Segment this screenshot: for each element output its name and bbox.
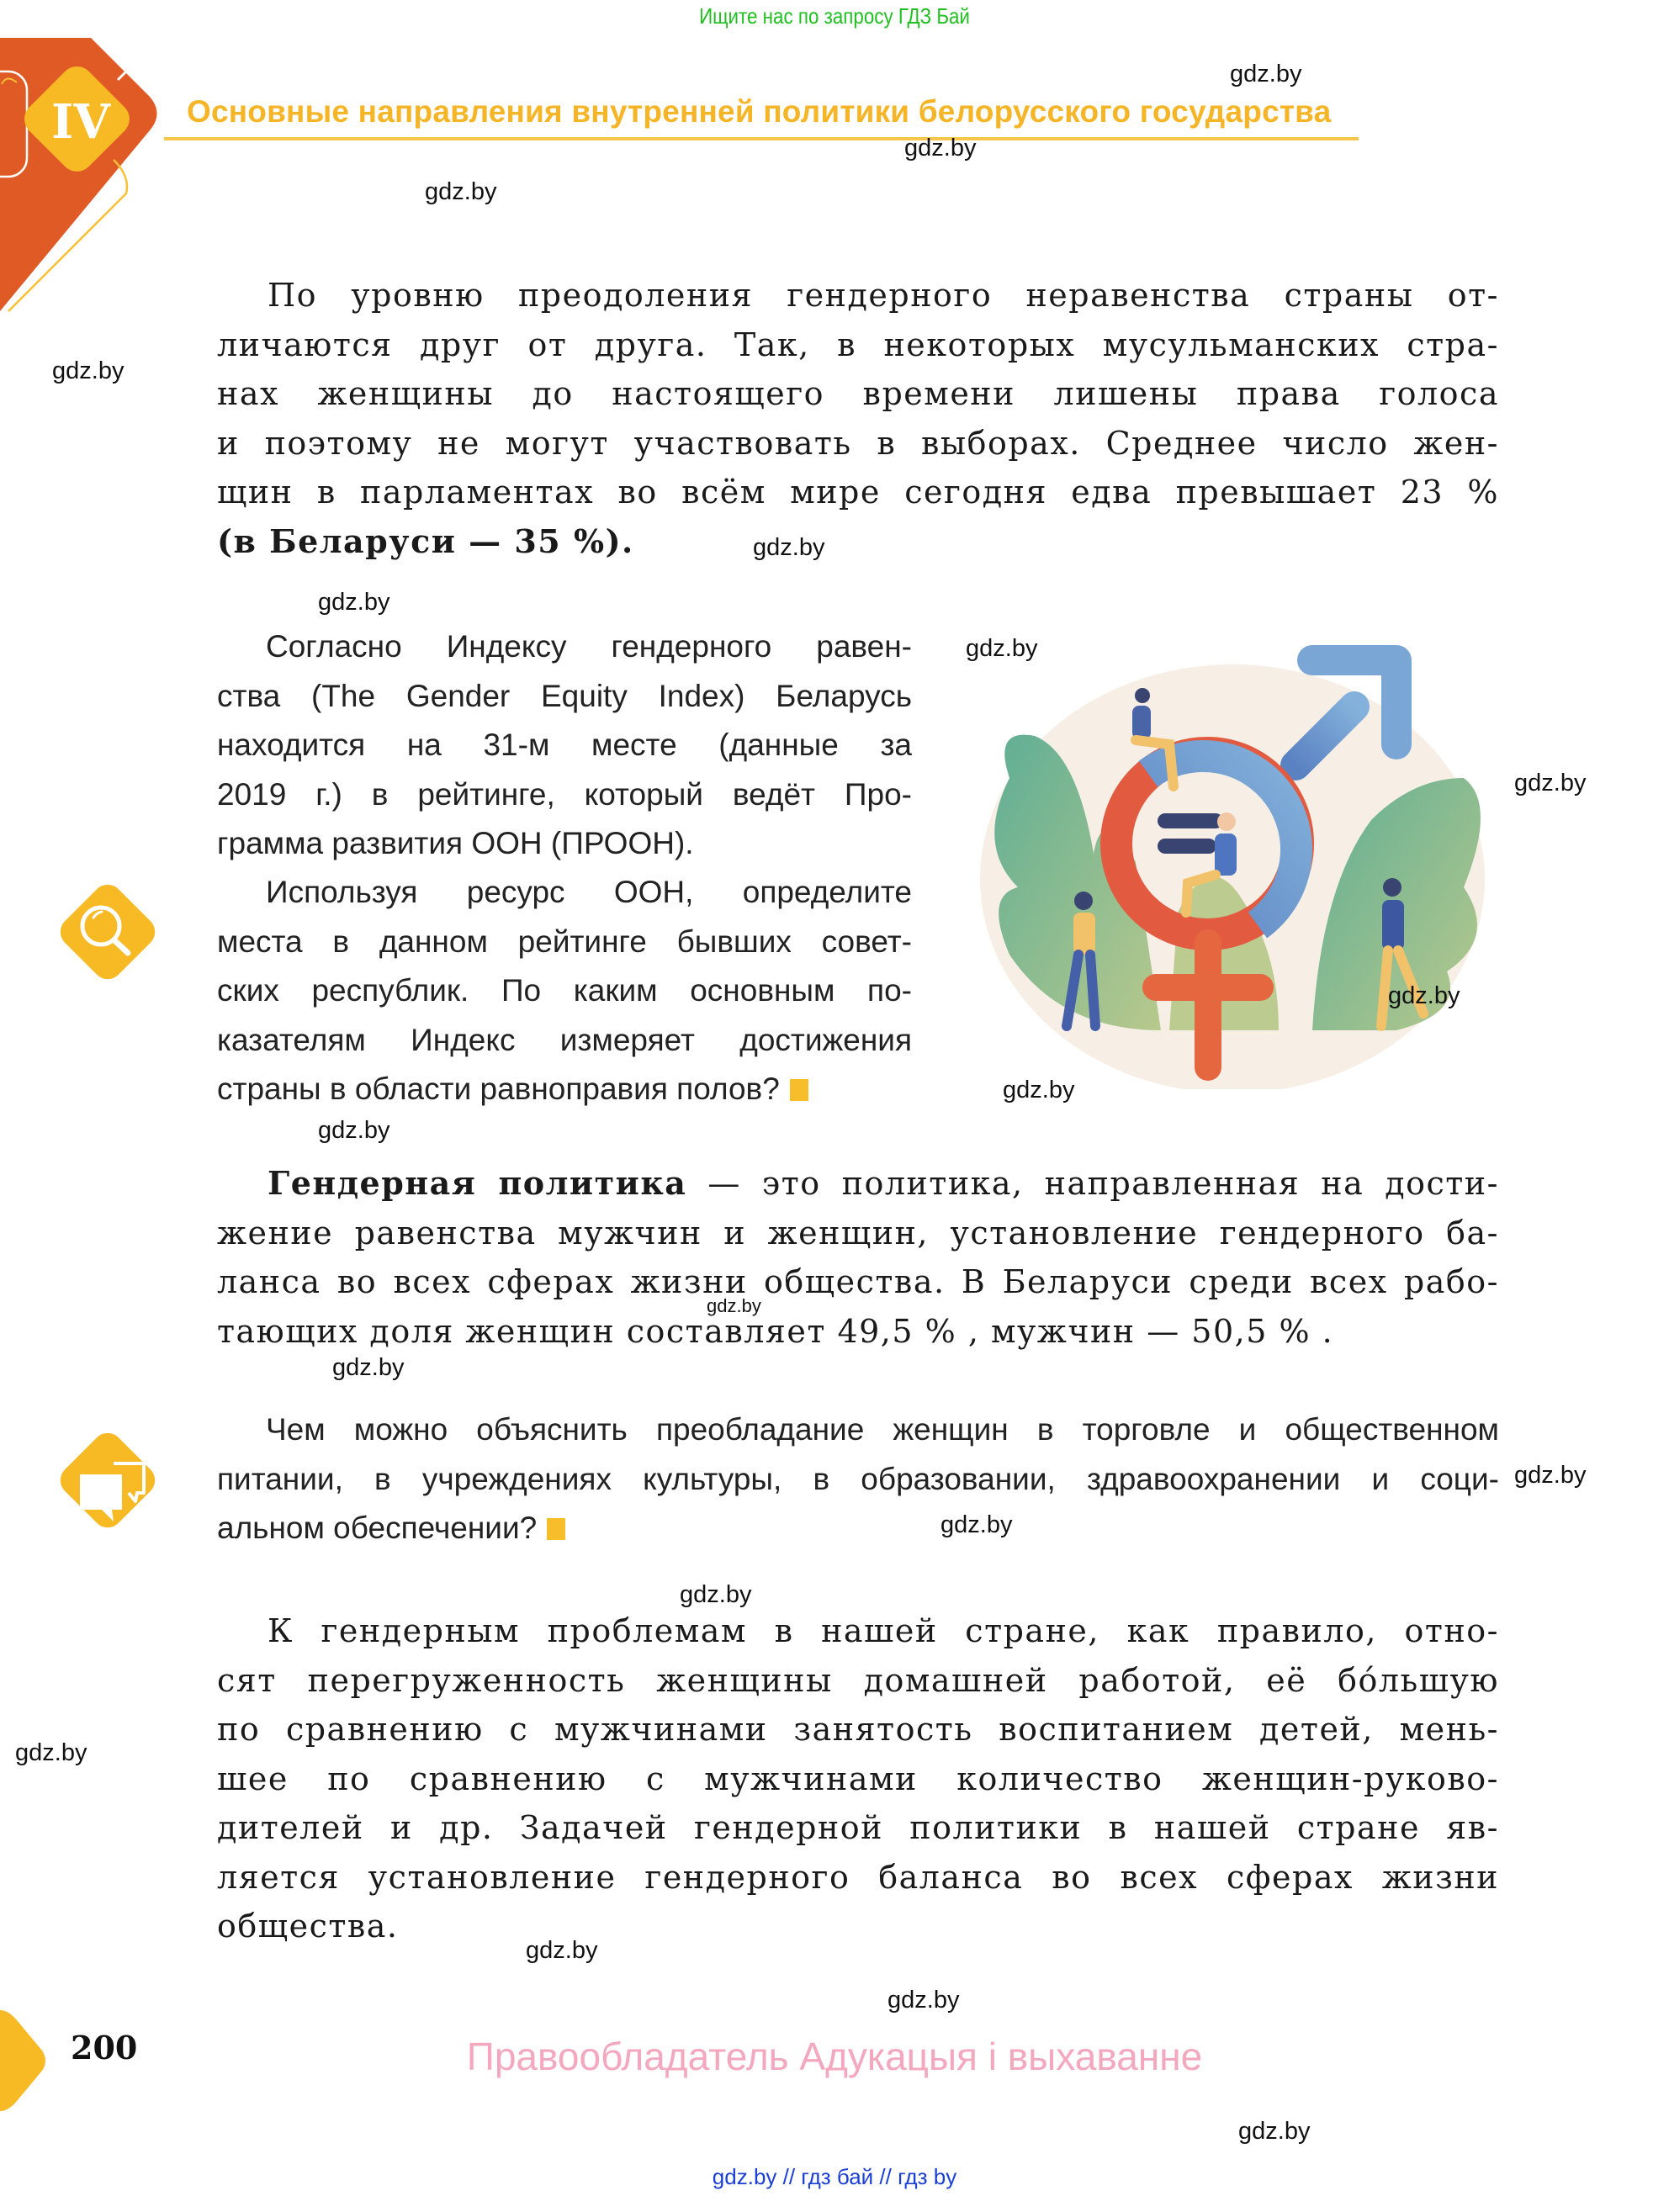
research-task [217,868,912,1114]
watermark: gdz.by [904,135,977,161]
watermark: gdz.by [15,1739,87,1766]
text-line: нах женщины до настоящего времени лишены права голоса [217,375,1499,412]
text-line: ства (The Gender Equity Index) Беларусь [217,678,912,713]
chapter-title: Основные направления внутренней политики белорусского государства [187,94,1332,129]
text-line: места в данном рейтинге бывших совет- [217,923,912,959]
text-line: питании, в учреждениях культуры, в образовании, здравоохранении и соци- [217,1461,1499,1496]
copyright-notice: Правообладатель Адукацыя і выхаванне [466,2035,1203,2078]
paragraph-gender-problems [217,1606,1499,1951]
watermark: gdz.by [332,1354,405,1381]
watermark: gdz.by [753,534,825,561]
text-line: казателям Индекс измеряет достижения [217,1022,912,1057]
watermark: gdz.by [1238,2118,1311,2145]
text-line-content: страны в области равноправия полов? [217,1072,780,1106]
text-line: Используя ресурс ООН, определите [266,875,912,909]
watermark: gdz.by [318,589,390,616]
text-line: по сравнению с мужчинами занятость воспитанием детей, мень- [217,1711,1499,1748]
text-line: ланса во всех сферах жизни общества. В Беларуси среди всех рабо- [217,1263,1499,1300]
text-line: (в Беларуси — 35 %). [217,521,634,560]
text-line [217,1504,1499,1553]
header-divider [164,137,1359,140]
text-line [217,1065,912,1114]
watermark: gdz.by [1003,1077,1075,1103]
text-line: сят перегруженность женщины домашней работой, её бо́льшую [217,1661,1499,1699]
text-line: общества. [217,1908,399,1945]
paragraph-gender-inequality [217,271,1499,566]
text-line: щин в парламентах во всём мире сегодня едва превышает 23 % [217,474,1499,511]
page-number: 200 [71,2029,138,2066]
watermark: gdz.by [1514,1462,1587,1489]
chapter-corner-decoration [0,34,193,320]
text-line [217,1159,1499,1209]
gender-equity-index-note [217,622,912,869]
watermark: gdz.by [680,1581,752,1608]
text-line: тающих доля женщин составляет 49,5 % , мужчин — 50,5 % . [217,1312,1334,1350]
discussion-task-icon [45,1417,171,1543]
watermark: gdz.by [52,357,125,384]
text-line: грамма развития ООН (ПРООН). [217,826,694,860]
text-line: ских республик. По каким основным по- [217,973,912,1008]
text-line: жение равенства мужчин и женщин, установление гендерного ба- [217,1214,1499,1252]
watermark: gdz.by [707,1295,761,1316]
watermark: gdz.by [318,1117,390,1144]
text-line: Согласно Индексу гендерного равен- [266,629,912,664]
term-gender-policy: Гендерная политика [268,1164,687,1202]
text-line-content: альном обеспечении? [217,1511,538,1545]
footer-links[interactable]: gdz.by // гдз бай // гдз by [712,2164,957,2189]
end-marker-icon [547,1518,565,1540]
text-line: дителей и др. Задачей гендерной политики в нашей стране яв- [217,1809,1499,1846]
text-line: личаются друг от друга. Так, в некоторых мусульманских стра- [217,325,1499,363]
text-line: и поэтому не могут участвовать в выборах. Среднее число жен- [217,424,1499,462]
watermark: gdz.by [1514,770,1587,796]
search-task-icon [45,869,171,995]
text-line: Чем можно объяснить преобладание женщин в торговле и общественном [266,1412,1499,1447]
text-line: По уровню преодоления гендерного неравенства страны от- [268,277,1499,314]
text-line: К гендерным проблемам в нашей стране, как правило, отно- [268,1612,1499,1649]
watermark: gdz.by [425,178,497,205]
text-line: находится на 31-м месте (данные за [217,728,912,762]
gender-policy-definition [217,1159,1499,1356]
text-line: шее по сравнению с мужчинами количество женщин-руково- [217,1760,1499,1797]
watermark: gdz.by [1230,61,1302,87]
watermark: gdz.by [1388,982,1460,1009]
discussion-task [217,1405,1499,1553]
watermark: gdz.by [966,635,1038,662]
text-line-content: — это политика, направленная на дости- [686,1165,1499,1202]
end-marker-icon [790,1079,808,1101]
text-line: 2019 г.) в рейтинге, который ведёт Про- [217,776,912,812]
watermark: gdz.by [940,1511,1013,1538]
top-search-banner[interactable]: Ищите нас по запросу ГДЗ Бай [699,3,970,29]
text-line: ляется установление гендерного баланса во всех сферах жизни [217,1858,1499,1896]
watermark: gdz.by [887,1987,960,2014]
watermark: gdz.by [526,1937,598,1964]
chapter-numeral: IV [51,94,110,150]
gender-equality-illustration [959,635,1506,1089]
